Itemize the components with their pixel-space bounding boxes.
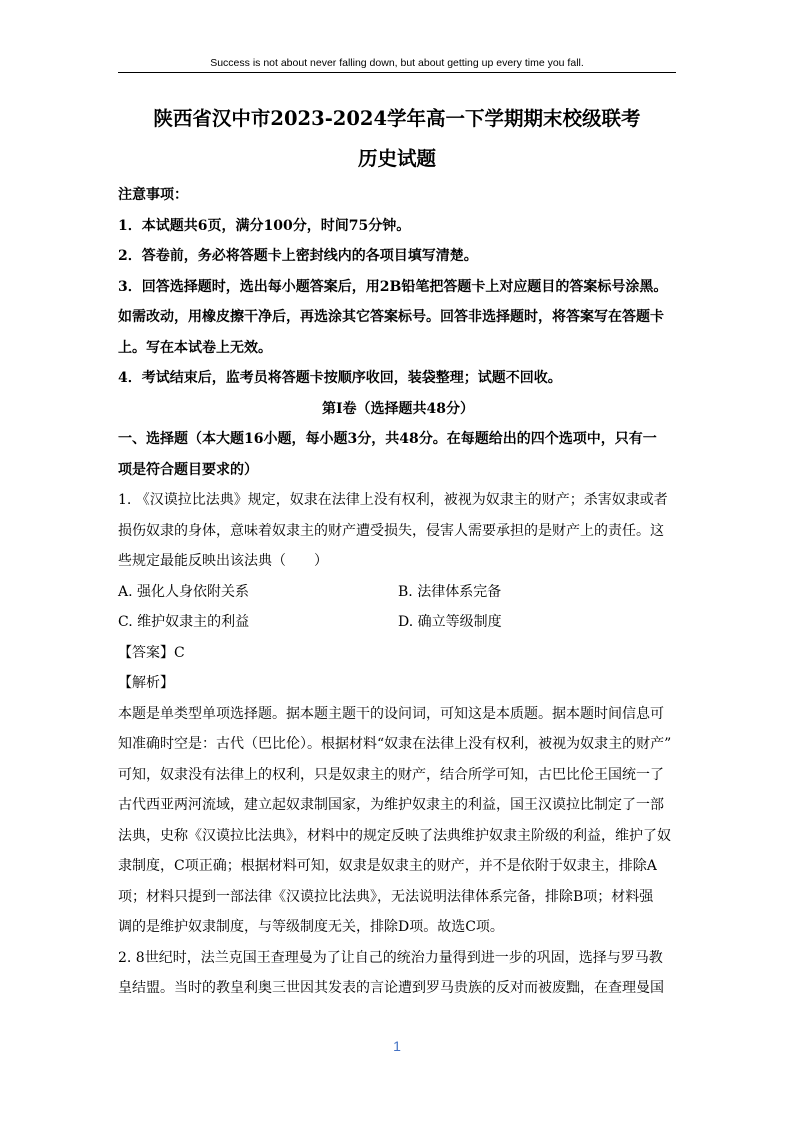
exam-title: 陕西省汉中市2023-2024学年高一下学期期末校级联考	[153, 107, 641, 130]
analysis-line: 调的是维护奴隶制度，与等级制度无关，排除D项。故选C项。	[118, 919, 504, 935]
analysis-line: 隶制度，C项正确；根据材料可知，奴隶是奴隶主的财产，并不是依附于奴隶主，排除A	[118, 858, 657, 874]
question-1-options-row	[118, 577, 678, 608]
question-2-stem: 皇结盟。当时的教皇利奥三世因其发表的言论遭到罗马贵族的反对而被废黜，在查理曼国	[118, 980, 664, 996]
exam-content	[118, 180, 678, 1004]
option-c: C. 维护奴隶主的利益	[118, 614, 250, 630]
notice-item: 上。写在本试卷上无效。	[118, 339, 272, 356]
notice-item: 3．回答选择题时，选出每小题答案后，用2B铅笔把答题卡上对应题目的答案标号涂黑。	[118, 278, 668, 295]
part-heading-cont: 项是符合题目要求的）	[118, 461, 258, 478]
notice-item: 2．答卷前，务必将答题卡上密封线内的各项目填写清楚。	[118, 248, 478, 264]
question-2-stem: 2. 8世纪时，法兰克国王查理曼为了让自己的统治力量得到进一步的巩固，选择与罗马教	[118, 949, 663, 966]
analysis-line: 法典，史称《汉谟拉比法典》，材料中的规定反映了法典维护奴隶主阶级的利益，维护了奴	[118, 827, 671, 844]
analysis-line: 可知，奴隶没有法律上的权利，只是奴隶主的财产，结合所学可知，古巴比伦王国统一了	[118, 766, 664, 783]
question-1-stem: 损伤奴隶的身体，意味着奴隶主的财产遭受损失，侵害人需要承担的是财产上的责任。这	[118, 522, 664, 539]
notice-item: 如需改动，用橡皮擦干净后，再选涂其它答案标号。回答非选择题时，将答案写在答题卡	[118, 309, 664, 325]
notice-heading: 注意事项：	[118, 187, 188, 203]
analysis-line: 知准确时空是：古代（巴比伦）。根据材料“奴隶在法律上没有权利，被视为奴隶主的财产”	[118, 736, 672, 752]
option-d: D. 确立等级制度	[398, 614, 502, 630]
notice-item: 4．考试结束后，监考员将答题卡按顺序收回，装袋整理；试题不回收。	[118, 370, 562, 386]
option-a: A. 强化人身依附关系	[118, 583, 250, 600]
question-1-options-row	[118, 607, 678, 638]
question-1-stem: 1. 《汉谟拉比法典》规定，奴隶在法律上没有权利，被视为奴隶主的财产；杀害奴隶或者	[118, 492, 668, 508]
notice-item: 1．本试题共6页，满分100分，时间75分钟。	[118, 217, 411, 234]
exam-subject: 历史试题	[357, 147, 436, 170]
header-motto: Success is not about never falling down, but about getting up every time you fall.	[210, 57, 584, 69]
question-1-answer: 【答案】C	[118, 644, 185, 661]
header-divider	[118, 72, 676, 73]
volume-heading: 第Ⅰ卷（选择题共48分）	[321, 400, 475, 417]
analysis-line: 古代西亚两河流域，建立起奴隶制国家，为维护奴隶主的利益，国王汉谟拉比制定了一部	[118, 797, 664, 813]
option-b: B. 法律体系完备	[398, 583, 502, 600]
question-1-stem: 些规定最能反映出该法典（ ）	[118, 553, 328, 569]
part-heading: 一、选择题（本大题16小题，每小题3分，共48分。在每题给出的四个选项中，只有一	[118, 431, 657, 447]
page-number: 1	[393, 1038, 401, 1054]
analysis-line: 项；材料只提到一部法律《汉谟拉比法典》，无法说明法律体系完备，排除B项；材料强	[118, 888, 654, 905]
analysis-line: 本题是单类型单项选择题。据本题主题干的设问词，可知这是本质题。据本题时间信息可	[118, 705, 664, 722]
question-1-analysis-label: 【解析】	[118, 675, 174, 691]
